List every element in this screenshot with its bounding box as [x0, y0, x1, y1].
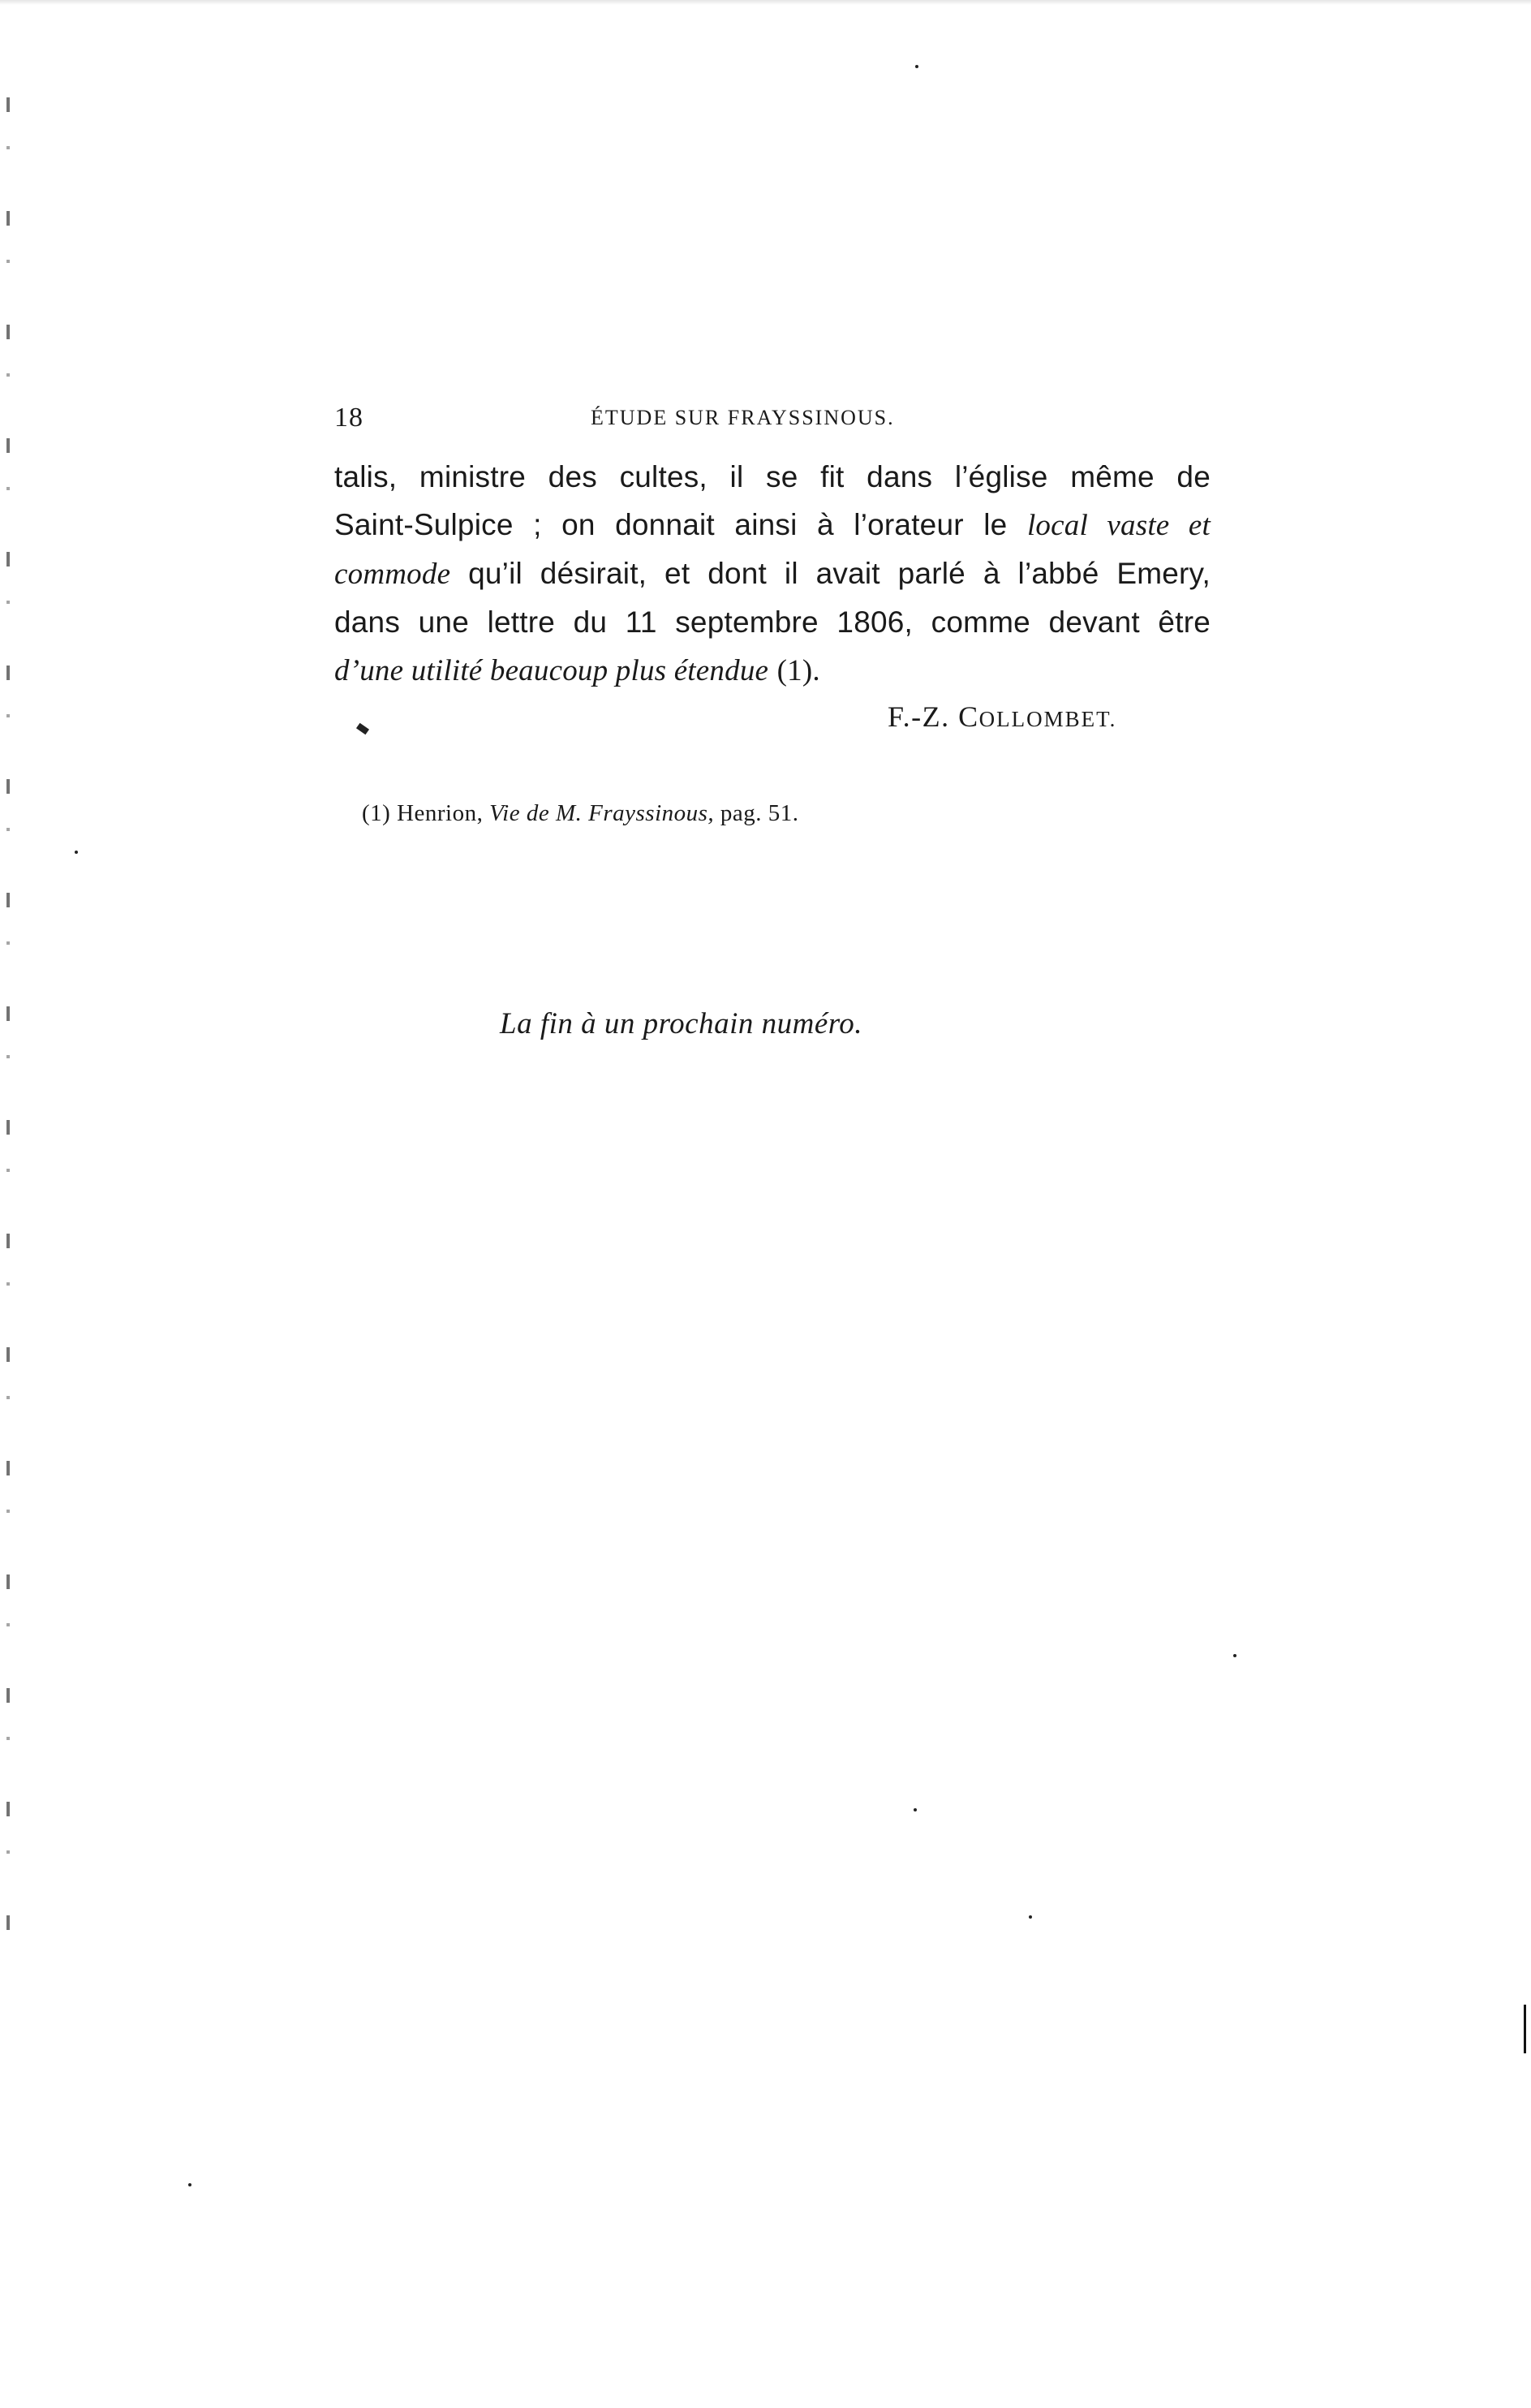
footnote-work: Vie de M. Frayssinous, — [489, 800, 715, 826]
scan-edge-right — [1524, 2005, 1526, 2053]
scan-speck — [1029, 1915, 1032, 1919]
scan-speck — [915, 65, 918, 68]
scan-speck — [188, 2183, 191, 2186]
footnote-author: Henrion, — [397, 800, 484, 826]
page-header — [334, 403, 1212, 443]
body-line: commode qu’il désirait, et dont il avait parlé à l’abbé Emery, — [334, 557, 1211, 591]
author-signature: F.-Z. COLLOMBET. — [888, 700, 1117, 733]
body-paragraph — [334, 453, 1211, 695]
signature-mark — [356, 723, 369, 735]
body-line: talis, ministre des cultes, il se fit dans l’église même de — [334, 460, 1211, 493]
footnote — [362, 800, 799, 827]
body-line: d’une utilité beaucoup plus étendue (1). — [334, 654, 820, 687]
italic-phrase: local vaste et — [1026, 509, 1211, 542]
body-line: dans une lettre du 11 septembre 1806, comme devant être — [334, 605, 1211, 639]
continuation-note: La fin à un prochain numéro. — [500, 1007, 863, 1040]
page-number: 18 — [334, 403, 363, 433]
italic-phrase: d’une utilité beaucoup plus étendue — [334, 654, 769, 687]
scan-edge-top — [0, 0, 1531, 5]
scan-speck — [1233, 1654, 1236, 1657]
footnote-page: pag. 51. — [720, 800, 799, 826]
running-title: ÉTUDE SUR FRAYSSINOUS. — [591, 406, 895, 429]
italic-phrase: commode — [334, 558, 451, 591]
scan-speck — [914, 1808, 917, 1811]
scan-speck — [75, 851, 78, 854]
scan-edge-left — [6, 97, 10, 1964]
footnote-marker: (1) — [362, 800, 391, 826]
body-line: Saint-Sulpice ; on donnait ainsi à l’orateur le local vaste et — [334, 508, 1211, 542]
